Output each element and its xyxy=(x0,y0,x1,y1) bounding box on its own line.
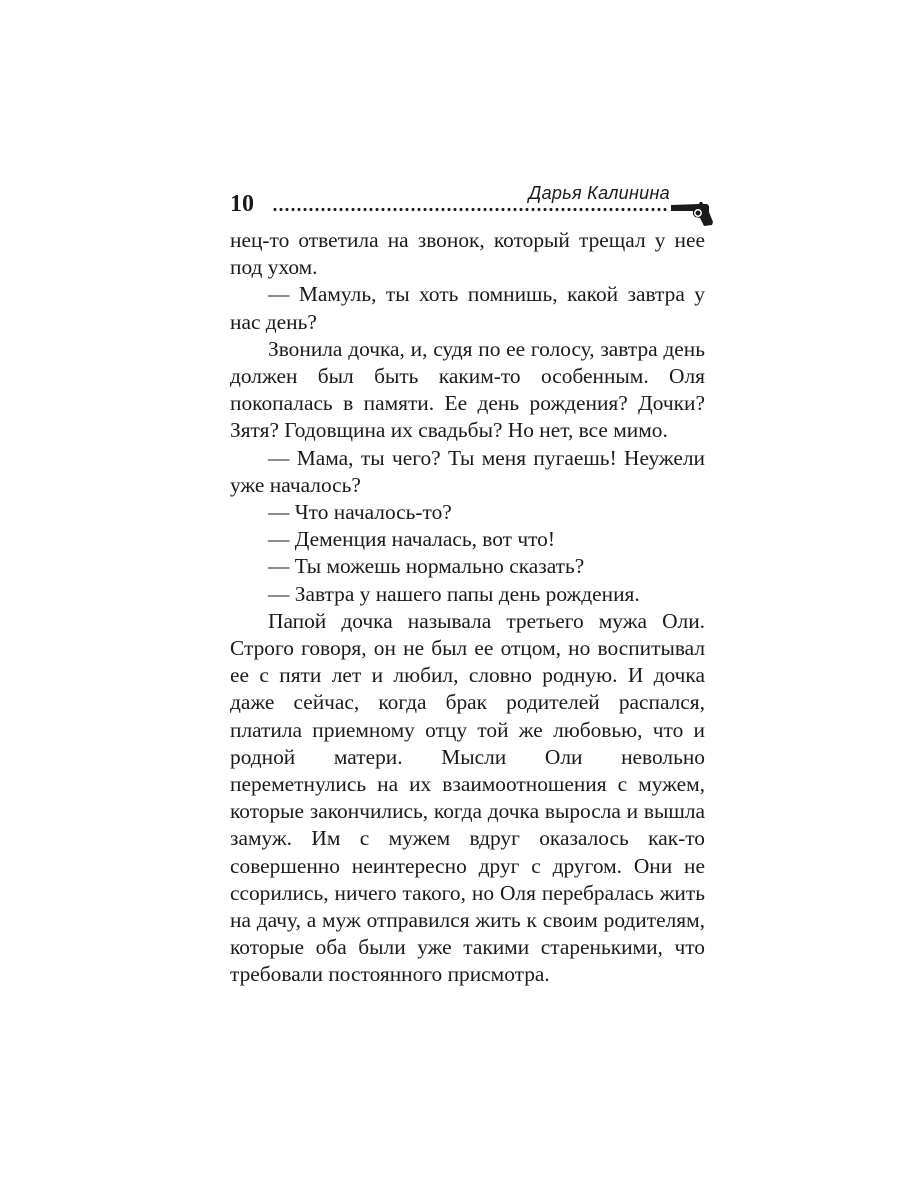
revolver-icon xyxy=(669,199,715,227)
running-title: Дарья Калинина xyxy=(528,183,670,203)
dialogue-line: — Что началось-то? xyxy=(268,500,452,525)
body-text xyxy=(230,227,705,989)
paragraph: Папой дочка называла третьего мужа Оли. Строго говоря, он не был ее отцом, но воспитывал ее с пяти лет и любил, словно родную. И дочка даже сейчас, когда брак родителей распался, платила приемному отцу той же любовью, что и родной матери. Мысли Оли невольно переметнулись на их взаимоотношения с мужем, которые закончились, когда дочка выросла и вышла замуж. Им с мужем вдруг оказалось как-то совершенно неинтересно друг с другом. Они не ссорились, ничего такого, но Оля перебралась жить на дачу, а муж отправился жить к своим родителям, которые оба были уже такими старенькими, что требовали постоянного присмотра. xyxy=(230,608,705,987)
dialogue-line: — Завтра у нашего папы день рождения. xyxy=(268,581,640,606)
page-header xyxy=(230,183,715,228)
dialogue-line: — Мамуль, ты хоть помнишь, какой завтра у нас день? xyxy=(230,282,705,334)
dialogue-line: — Мама, ты чего? Ты меня пугаешь! Неужели уже началось? xyxy=(230,445,705,497)
dialogue-line: — Ты можешь нормально сказать? xyxy=(268,554,585,579)
paragraph: Звонила дочка, и, судя по ее голосу, завтра день должен был быть каким-то особенным. Оля покопалась в памяти. Ее день рождения? Дочки? Зятя? Годовщина их свадьбы? Но нет, все мимо. xyxy=(230,336,705,443)
page-number: 10 xyxy=(230,191,254,217)
leader-dots xyxy=(272,207,667,212)
dialogue-line: — Деменция началась, вот что! xyxy=(268,527,555,552)
paragraph-continuation: нец-то ответила на звонок, который трещал у нее под ухом. xyxy=(230,228,705,280)
